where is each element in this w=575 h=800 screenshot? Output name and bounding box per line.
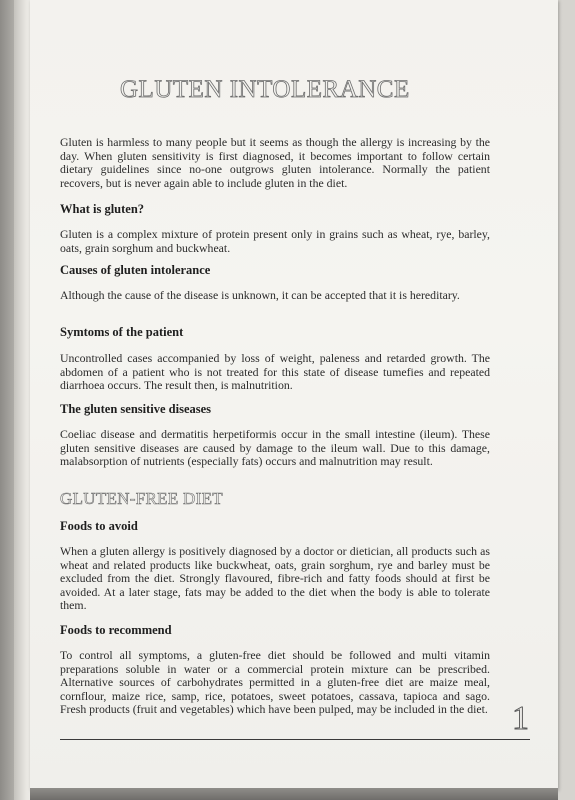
page-number: 1 xyxy=(512,700,529,737)
heading-sensitive-diseases: The gluten sensitive diseases xyxy=(60,402,212,416)
paragraph-causes: Although the cause of the disease is unknown, it can be accepted that it is hereditary. xyxy=(60,288,460,302)
heading-foods-to-recommend: Foods to recommend xyxy=(60,623,172,637)
paragraph-foods-to-avoid: When a gluten allergy is positively diagnosed by a doctor or dietician, all products such as wheat and related products like buckwheat, oats, grain sorghum, rye and barley must be excluded from the diet. Strongly flavoured, fibre-rich and fatty foods should at first be avoided. At a later stage, fats may be added to the diet when the body is able to tolerate them. xyxy=(60,544,490,613)
paragraph-symptoms: Uncontrolled cases accompanied by loss of weight, paleness and retarded growth. The abdomen of a patient who is not treated for this state of disease tumefies and repeated diarrhoea occurs. The result then, is malnutrition. xyxy=(60,351,490,393)
section-title-gluten-free-diet: GLUTEN-FREE DIET xyxy=(60,489,223,508)
intro-paragraph: Gluten is harmless to many people but it seems as though the allergy is increasing by the day. When gluten sensitivity is first diagnosed, it becomes important to follow certain dietary guidelines since no-one outgrows gluten intolerance. Normally the patient recovers, but is never again able to include gluten in the diet. xyxy=(60,135,490,190)
heading-what-is-gluten: What is gluten? xyxy=(60,202,145,216)
paragraph-sensitive-diseases: Coeliac disease and dermatitis herpetiformis occur in the small intestine (ileum). These gluten sensitive diseases are caused by damage to the ileum wall. Due to this damage, malabsorption of nutrients (especially fats) occurs and malnutrition may result. xyxy=(60,427,490,469)
heading-causes: Causes of gluten intolerance xyxy=(60,263,211,277)
heading-foods-to-avoid: Foods to avoid xyxy=(60,519,138,533)
page-shadow xyxy=(30,788,558,800)
paragraph-what-is-gluten: Gluten is a complex mixture of protein present only in grains such as wheat, rye, barley, oats, grain sorghum and buckwheat. xyxy=(60,227,490,255)
page-title: GLUTEN INTOLERANCE xyxy=(120,76,410,103)
heading-symptoms: Symtoms of the patient xyxy=(60,325,184,339)
paragraph-foods-to-recommend: To control all symptoms, a gluten-free diet should be followed and multi vitamin preparations soluble in water or a commercial protein mixture can be prescribed. Alternative sources of carbohydrates permitted in a gluten-free diet are maize meal, cornflour, maize rice, samp, rice, potatoes, sweet potatoes, cassava, tapioca and sago. Fresh products (fruit and vegetables) which have been pulped, may be included in the diet. xyxy=(60,648,490,717)
footer-rule xyxy=(60,739,530,740)
